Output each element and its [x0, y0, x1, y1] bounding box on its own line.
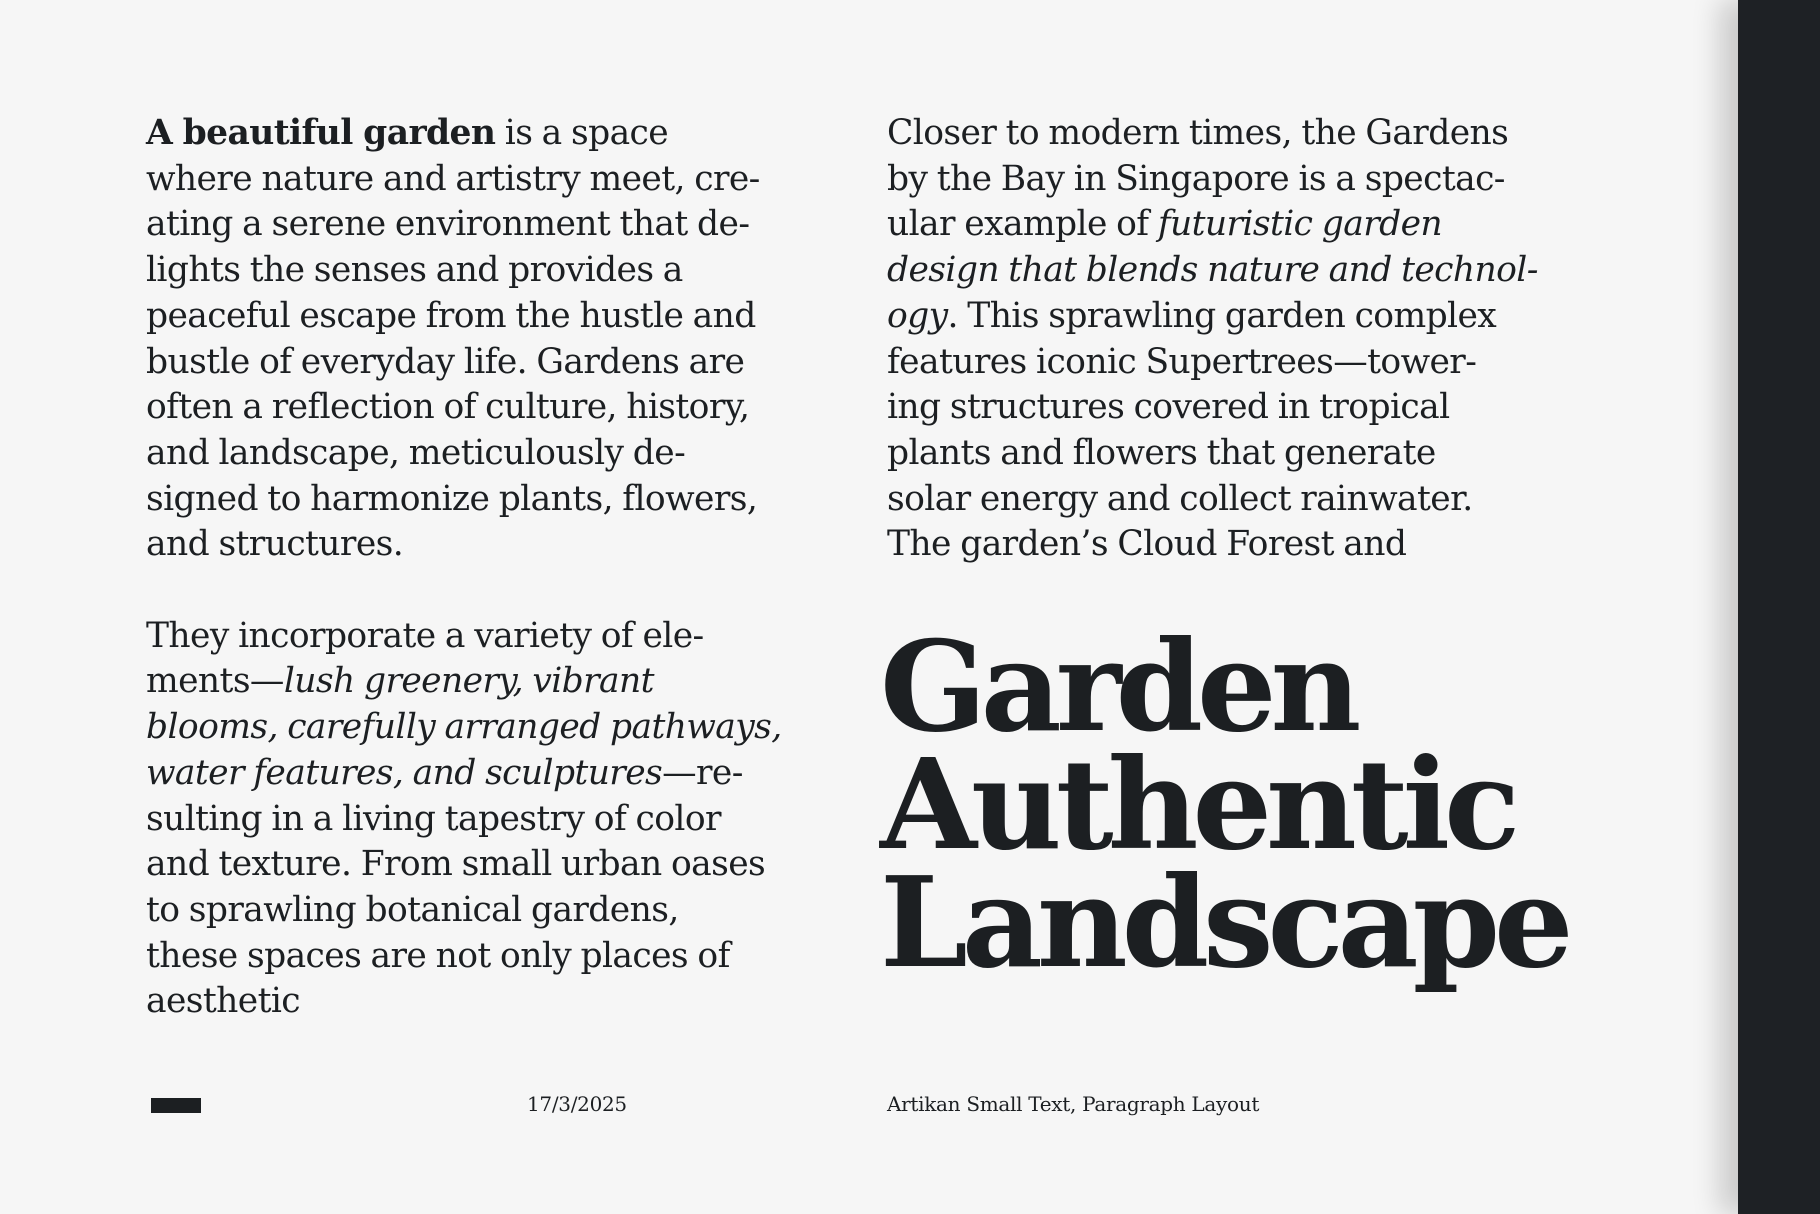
- text-line: and structures.: [146, 524, 404, 565]
- italic-phrase: water features, and sculptures: [146, 752, 663, 793]
- text-line: water features, and sculptures—re-: [146, 752, 743, 793]
- paragraph-gardens-by-the-bay: [887, 111, 1538, 568]
- headline-line-garden: Garden: [880, 614, 1356, 760]
- text-line: features iconic Supertrees—tower-: [887, 341, 1477, 382]
- text-line: bustle of everyday life. Gardens are: [146, 341, 745, 382]
- headline-line-landscape: Landscape: [880, 850, 1568, 996]
- text-line: and landscape, meticulously de-: [146, 432, 686, 473]
- italic-phrase: ogy: [887, 295, 948, 336]
- text-line: Closer to modern times, the Gardens: [887, 113, 1509, 153]
- left-text-column: [146, 111, 782, 1025]
- footer-date: 17/3/2025: [527, 1092, 627, 1116]
- text-line: A beautiful garden is a space: [146, 113, 669, 153]
- text-line: ating a serene environment that de-: [146, 204, 750, 245]
- display-headline: [880, 614, 1568, 996]
- italic-phrase: blooms, carefully arranged pathways,: [146, 707, 782, 748]
- text-line: to sprawling botanical gardens,: [146, 889, 679, 930]
- text-line: solar energy and collect rainwater.: [887, 478, 1473, 519]
- italic-phrase: design that blends nature and technol-: [887, 250, 1538, 291]
- text-line: signed to harmonize plants, flowers,: [146, 478, 758, 519]
- text-line: by the Bay in Singapore is a spectac-: [887, 158, 1505, 199]
- text-line: peaceful escape from the hustle and: [146, 295, 756, 336]
- text-line: lights the senses and provides a: [146, 250, 683, 291]
- paragraph-incorporate-elements: [146, 614, 782, 1025]
- text-line: aesthetic: [146, 981, 301, 1022]
- text-line: They incorporate a variety of ele-: [146, 615, 704, 656]
- text-line: often a reflection of culture, history,: [146, 387, 750, 428]
- footer-caption: Artikan Small Text, Paragraph Layout: [887, 1092, 1260, 1116]
- text-line: [887, 248, 1538, 294]
- paragraph-beautiful-garden: [146, 111, 766, 568]
- text-line: and texture. From small urban oases: [146, 844, 766, 885]
- dark-edge-strip: [1738, 0, 1820, 1214]
- text-line: ing structures covered in tropical: [887, 387, 1450, 428]
- text-line: these spaces are not only places of: [146, 935, 730, 976]
- text-line: where nature and artistry meet, cre-: [146, 158, 760, 199]
- text-line: [146, 705, 782, 751]
- text-line: ular example of futuristic garden: [887, 204, 1443, 245]
- italic-phrase: futuristic garden: [1157, 204, 1443, 245]
- text-line: plants and flowers that generate: [887, 432, 1436, 473]
- bold-lead-phrase: A beautiful garden: [146, 113, 496, 153]
- italic-phrase: lush greenery, vibrant: [283, 661, 654, 702]
- right-text-column: [887, 111, 1538, 568]
- text-line: ments—lush greenery, vibrant: [146, 661, 654, 702]
- headline-line-authentic: Authentic: [880, 732, 1515, 878]
- footer-marker-bar: [151, 1098, 201, 1113]
- text-line: ogy. This sprawling garden complex: [887, 295, 1497, 336]
- text-line: The garden’s Cloud Forest and: [887, 524, 1407, 565]
- text-line: sulting in a living tapestry of color: [146, 798, 721, 839]
